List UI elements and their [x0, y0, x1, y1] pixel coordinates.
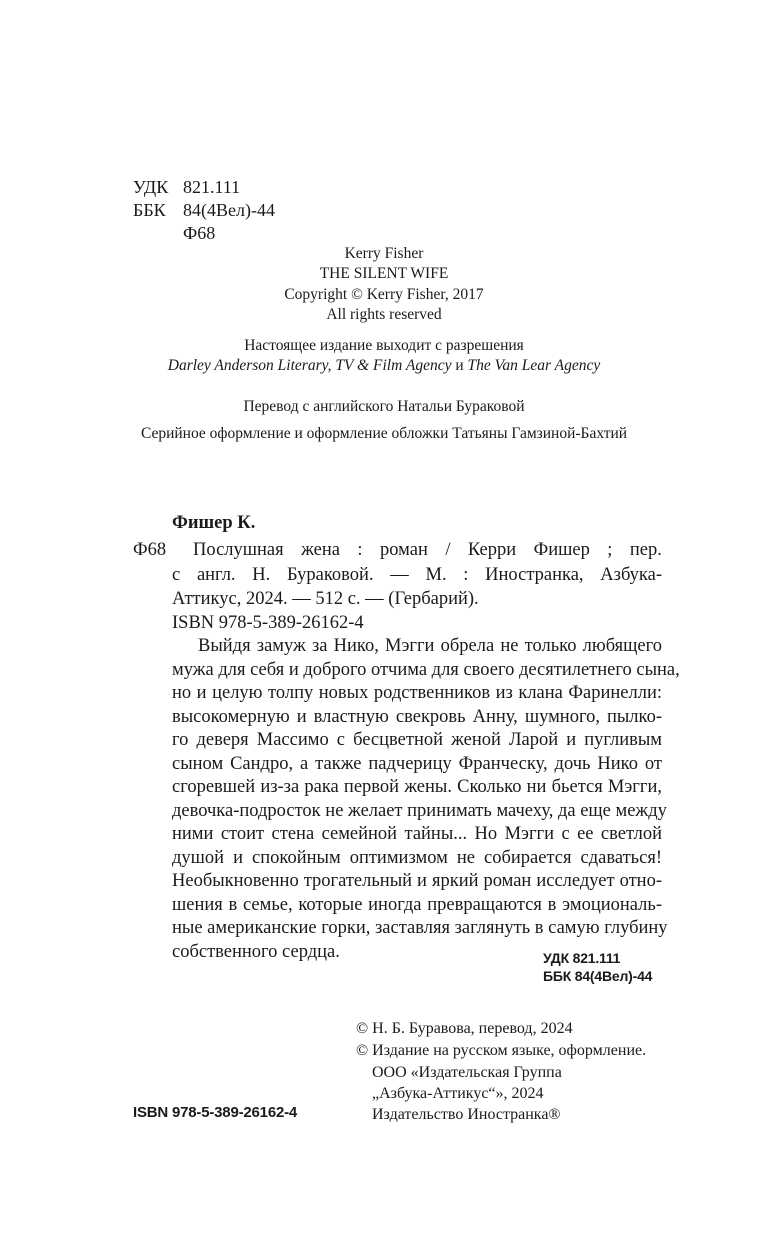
footer-bbk: ББК 84(4Вел)-44: [543, 968, 653, 984]
bbk-value: 84(4Вел)-44: [183, 200, 275, 220]
bib-word: —: [390, 565, 409, 585]
annotation-line: го деверя Массимо с бесцветной женой Ларой и пугливым: [172, 730, 662, 750]
annotation-line: ними стоит стена семейной тайны... Но Мэгги с ее светлой: [172, 824, 662, 844]
publisher-name: „Азбука-Аттикус“», 2024: [372, 1085, 544, 1102]
footer-udk: УДК 821.111: [543, 950, 621, 966]
annotation-line: но и целую толпу новых родственников из клана Фаринелли:: [172, 683, 662, 703]
bib-word: /: [445, 540, 451, 560]
author-mark: Ф68: [183, 223, 216, 243]
copyright-translation: © Н. Б. Буравова, перевод, 2024: [356, 1020, 573, 1037]
annotation-line: Выйдя замуж за Нико, Мэгги обрела не только любящего: [198, 636, 662, 656]
translation-credit: Перевод с английского Натальи Бураковой: [243, 398, 525, 415]
udk-label: УДК: [133, 177, 169, 197]
bbk-line: [133, 199, 275, 221]
bib-word: :: [463, 565, 469, 585]
bib-word: Фишер: [533, 540, 590, 560]
design-credit: Серийное оформление и оформление обложки Татьяны Гамзиной-Бахтий: [140, 425, 628, 442]
annotation-line: девочка-подросток не желает принимать мачеху, да еще между: [172, 800, 667, 821]
author-heading: Фишер К.: [172, 513, 256, 533]
bib-word: жена: [301, 540, 340, 560]
annotation: [172, 635, 680, 964]
agency-and: и: [455, 357, 464, 374]
bib-word: М.: [425, 565, 447, 585]
bib-word: роман: [380, 540, 428, 560]
bib-word: Бураковой.: [287, 565, 374, 585]
publisher-imprint: Издательство Иностранка®: [372, 1106, 561, 1123]
annotation-line: сгоревшей из-за рака первой жены. Сколько ни бьется Мэгги,: [172, 777, 662, 797]
original-author: Kerry Fisher: [344, 245, 424, 262]
footer-isbn: ISBN 978-5-389-26162-4: [133, 1104, 298, 1121]
bib-isbn: ISBN 978-5-389-26162-4: [172, 613, 364, 633]
annotation-line: Необыкновенно трогательный и яркий роман исследует отно-: [172, 871, 662, 891]
annotation-line: шения в семье, которые иногда превращаются в эмоциональ-: [172, 894, 662, 915]
annotation-line: собственного сердца.: [172, 941, 340, 962]
annotation-line: высокомерную и властную свекровь Анну, шумного, пылко-: [172, 706, 662, 727]
annotation-line: мужа для себя и доброго отчима для своего десятилетнего сына,: [172, 659, 680, 680]
bib-word: с: [172, 565, 181, 585]
annotation-line: душой и спокойным оптимизмом не собирается сдаваться!: [172, 847, 662, 868]
agency-2: The Van Lear Agency: [467, 357, 601, 374]
udk-line: [133, 176, 240, 198]
bib-word: Иностранка,: [485, 565, 584, 585]
publisher-group: ООО «Издательская Группа: [372, 1064, 562, 1081]
bib-word: :: [357, 540, 363, 560]
permission-line: Настоящее издание выходит с разрешения: [244, 337, 524, 354]
original-title: THE SILENT WIFE: [319, 265, 449, 282]
bib-word: Керри: [467, 540, 517, 560]
bib-word: англ.: [196, 565, 236, 585]
copyright-edition: © Издание на русском языке, оформление.: [356, 1042, 647, 1059]
original-copyright: Copyright © Kerry Fisher, 2017: [284, 286, 484, 303]
bib-line-3: Аттикус, 2024. — 512 с. — (Гербарий).: [172, 589, 479, 609]
bbk-label: ББК: [133, 200, 166, 220]
bib-mark: Ф68: [133, 540, 167, 560]
annotation-line: ные американские горки, заставляя заглянуть в самую глубину: [172, 918, 668, 938]
rights-reserved: All rights reserved: [326, 306, 442, 323]
bib-word: Н.: [252, 565, 271, 585]
bib-word: Послушная: [193, 540, 284, 560]
agencies-line: [0, 356, 768, 376]
bib-line-2: [172, 565, 662, 586]
bib-word: пер.: [629, 540, 662, 560]
bib-word: Азбука-: [600, 565, 662, 585]
annotation-line: сыном Сандро, а также падчерицу Франческу, дочь Нико от: [172, 753, 662, 774]
bib-word: ;: [607, 540, 613, 560]
udk-value: 821.111: [183, 177, 241, 197]
agency-1: Darley Anderson Literary, TV & Film Agency: [167, 357, 452, 374]
bib-line-1: [193, 540, 662, 561]
